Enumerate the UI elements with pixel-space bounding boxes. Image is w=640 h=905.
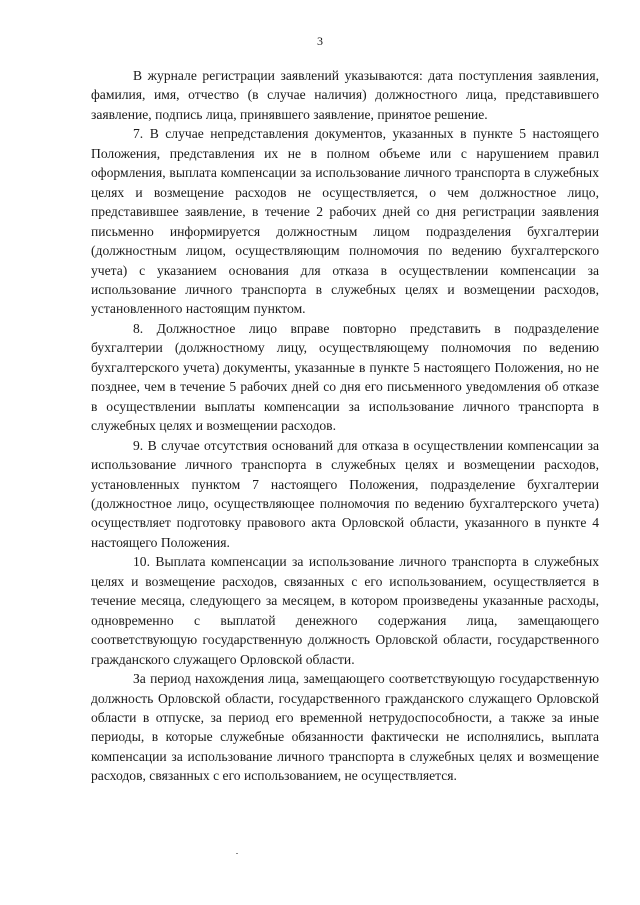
scan-speck	[236, 853, 238, 854]
paragraph-clause-8: 8. Должностное лицо вправе повторно представить в подразделение бухгалтерии (должностному лицу, осуществляющему полномочия по ведению бухгалтерского учета) документы, указанные в пункте 5 настоящего Положения, но не позднее, чем в течение 5 рабочих дней со дня его письменного уведомления об отказе в осуществлении выплаты компенсации за использование личного транспорта в служебных целях и возмещении расходов.	[91, 320, 599, 434]
paragraph-registration-journal: В журнале регистрации заявлений указываются: дата поступления заявления, фамилия, имя, отчество (в случае наличия) должностного лица, представившего заявление, подпись лица, принявшего заявление, принятое решение.	[91, 68, 599, 122]
paragraph-clause-7: 7. В случае непредставления документов, указанных в пункте 5 настоящего Положения, представления их не в полном объеме или с нарушением правил оформления, выплата компенсации за использование личного транспорта в служебных целях и возмещение расходов не осуществляется, о чем должностное лицо, представившее заявление, в течение 2 рабочих дней со дня регистрации заявления письменно информируется должностным лицом подразделения бухгалтерии (должностным лицом, осуществляющим полномочия по ведению бухгалтерского учета) с указанием основания для отказа в осуществлении компенсации за использование личного транспорта в служебных целях и возмещении расходов, установленного настоящим пунктом.	[91, 126, 599, 317]
document-body	[91, 66, 599, 786]
paragraph-clause-10: 10. Выплата компенсации за использование личного транспорта в служебных целях и возмещение расходов, связанных с его использованием, осуществляется в течение месяца, следующего за месяцем, в котором произведены указанные расходы, одновременно с выплатой денежного содержания лица, замещающего соответствующую государственную должность Орловской области, государственного гражданского служащего Орловской области.	[91, 554, 599, 667]
page-number: 3	[317, 34, 323, 48]
paragraph-clause-9: 9. В случае отсутствия оснований для отказа в осуществлении компенсации за использование личного транспорта в служебных целях и возмещении расходов, установленных пунктом 7 настоящего Положения, подразделение бухгалтерии (должностное лицо, осуществляющее полномочия по ведению бухгалтерского учета) осуществляет подготовку правового акта Орловской области, указанного в пункте 4 настоящего Положения.	[91, 437, 599, 550]
paragraph-leave-period: За период нахождения лица, замещающего соответствующую государственную должность Орловской области, государственного гражданского служащего Орловской области в отпуске, за период его временной нетрудоспособности, а также за иные периоды, в которые служебные обязанности фактически не исполнялись, выплата компенсации за использование личного транспорта в служебных целях и возмещение расходов, связанных с его использованием, не осуществляется.	[91, 671, 599, 784]
